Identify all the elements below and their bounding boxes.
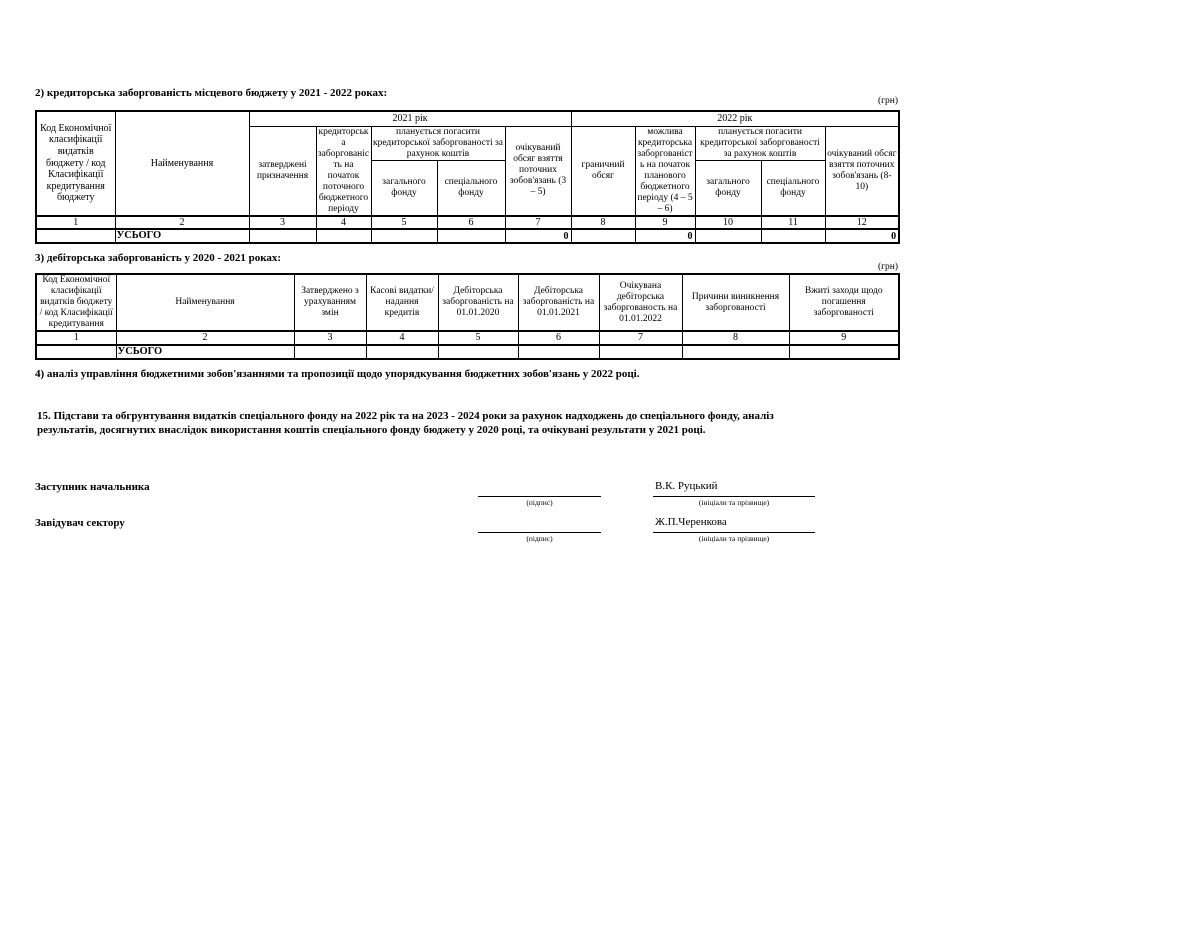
signature-name-2 [653,516,815,543]
t2-header-receivable-2020: Дебіторська заборгованість на 01.01.2020 [438,274,518,331]
t1-total-row [36,229,899,243]
signer-name: Ж.П.Черенкова [653,516,815,533]
receivable-debt-table [35,273,900,360]
name-caption: (ініціали та прізвище) [698,534,770,543]
t1-header-special-fund-2022: спеціального фонду [761,161,825,216]
t1-header-limit: граничний обсяг [571,126,635,216]
t2-column-number-row: 1 2 3 4 5 6 7 8 9 [36,331,899,345]
signature-name-1 [653,480,815,507]
t1-header-general-fund-2022: загального фонду [695,161,761,216]
t1-header-payable-start: кредиторська заборгованість на початок поточного бюджетного періоду [316,126,371,216]
t1-header-special-fund-2021: спеціального фонду [437,161,505,216]
t2-header-reasons: Причини виникнення заборгованості [682,274,789,331]
t1-header-expected-2022: очікуваний обсяг взяття поточних зобов'язань (8-10) [825,126,899,216]
signature-line-2 [478,517,601,543]
t1-total-possible-payable: 0 [635,229,695,243]
creditor-debt-table [35,110,900,244]
t1-header-planned-repay-2021: планується погасити кредиторської заборгованості за рахунок коштів [372,126,504,159]
t2-header-receivable-2021: Дебіторська заборгованість на 01.01.2021 [518,274,599,331]
section2-title: 2) кредиторська заборгованість місцевого бюджету у 2021 - 2022 роках: [35,87,388,99]
signature-blank-line [478,517,601,533]
signature-caption: (підпис) [526,498,553,507]
t1-header-expected-2021: очікуваний обсяг взяття поточних зобов'язань (3 – 5) [505,126,571,216]
t1-header-code: Код Економічної класифікації видатків бюджету / код Класифікації кредитування бюджету [36,111,115,216]
t1-column-number-row: 1 2 3 4 5 6 7 8 9 10 11 12 [36,216,899,230]
t2-header-cash: Касові видатки/ надання кредитів [366,274,438,331]
t1-total-label: УСЬОГО [115,229,249,243]
t2-total-row [36,345,899,359]
t1-header-name: Найменування [115,111,249,216]
signature-caption: (підпис) [526,534,553,543]
currency-note-table1: (грн) [877,96,898,106]
signature-line-1 [478,481,601,507]
t2-header-expected-receivable-2022: Очікувана дебіторська заборгованость на 01.01.2022 [599,274,682,331]
t1-header-year-2021: 2021 рік [249,111,571,126]
currency-note-table2: (грн) [877,262,898,272]
t1-header-year-2022: 2022 рік [571,111,899,126]
section4-text: 4) аналіз управління бюджетними зобов'язаннями та пропозиції щодо упорядкування бюджетних зобов'язань у 2022 році. [35,368,640,380]
t2-header-name: Найменування [116,274,294,331]
section15-text: 15. Підстави та обгрунтування видатків спеціального фонду на 2022 рік та на 2023 - 2024 роки за рахунок надходжень до спеціального фонду, аналіз результатів, досягнутих внаслідок використання коштів спеціального фонду бюджету у 2020 році, та очікувані результати у 2021 році. [37,410,774,436]
t1-header-approved: затверджені призначення [249,126,316,216]
t1-total-expected-2021: 0 [505,229,571,243]
t2-total-label: УСЬОГО [116,345,294,359]
signature-position-1: Заступник начальника [35,481,150,493]
signature-blank-line [478,481,601,497]
name-caption: (ініціали та прізвище) [698,498,770,507]
t2-header-measures: Вжиті заходи щодо погашення заборгованості [789,274,899,331]
signature-position-2: Завідувач сектору [35,517,125,529]
t1-header-planned-repay-2022: планується погасити кредиторської заборгованості за рахунок коштів [695,126,825,161]
signer-name: В.К. Руцький [653,480,815,497]
t2-header-code: Код Економічної класифікації видатків бюджету / код Класифікації кредитування [36,274,116,331]
t2-header-approved: Затверджено з урахуванням змін [294,274,366,331]
t1-total-expected-2022: 0 [825,229,899,243]
t1-header-possible-payable: можлива кредиторська заборгованість на початок планового бюджетного періоду (4 – 5 – 6) [635,126,695,216]
section3-title: 3) дебіторська заборгованість у 2020 - 2021 роках: [35,252,282,264]
t1-header-general-fund-2021: загального фонду [371,161,437,216]
